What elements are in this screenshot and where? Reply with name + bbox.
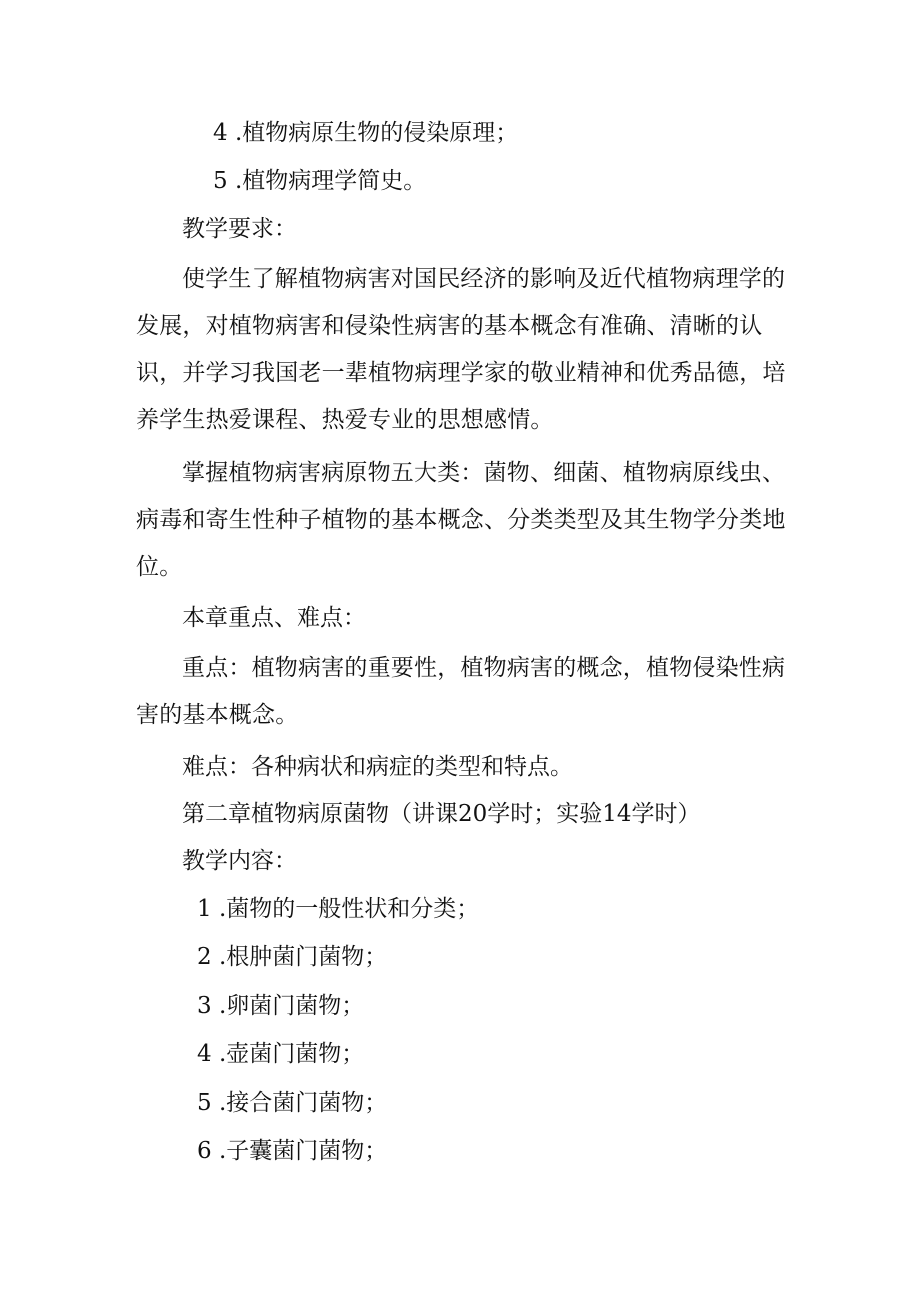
list-item-5-history: 5 .植物病理学简史。 (213, 168, 427, 194)
key-points-heading: 本章重点、难点： (182, 605, 366, 631)
teaching-content-heading: 教学内容： (182, 848, 297, 874)
list-item-6-ascomycota: 6 .子囊菌门菌物； (197, 1138, 388, 1164)
list-item-4-chytridiomycota: 4 .壶菌门菌物； (197, 1041, 365, 1067)
list-item-5-zygomycota: 5 .接合菌门菌物； (197, 1090, 388, 1116)
key-points-paragraph: 重点：植物病害的重要性，植物病害的概念，植物侵染性病害的基本概念。 (136, 655, 786, 728)
list-item-4-infection-principle: 4 .植物病原生物的侵染原理； (213, 120, 519, 146)
difficulties-line: 难点：各种病状和病症的类型和特点。 (182, 754, 573, 780)
list-item-2-plasmodiophoromycota: 2 .根肿菌门菌物； (197, 944, 388, 970)
chapter-two-title: 第二章植物病原菌物（讲课20学时；实验14学时） (182, 801, 701, 827)
requirements-paragraph: 使学生了解植物病害对国民经济的影响及近代植物病理学的发展，对植物病害和侵染性病害的基本概念有准确、清晰的认识，并学习我国老一辈植物病理学家的敬业精神和优秀品德，培养学生热爱课程、热爱专业的思想感情。 (136, 266, 786, 433)
list-item-1-general-traits: 1 .菌物的一般性状和分类； (197, 896, 480, 922)
teaching-requirements-heading: 教学要求： (182, 216, 297, 242)
pathogens-paragraph: 掌握植物病害病原物五大类：菌物、细菌、植物病原线虫、病毒和寄生性种子植物的基本概念、分类类型及其生物学分类地位。 (136, 460, 786, 580)
list-item-3-oomycota: 3 .卵菌门菌物； (197, 993, 365, 1019)
